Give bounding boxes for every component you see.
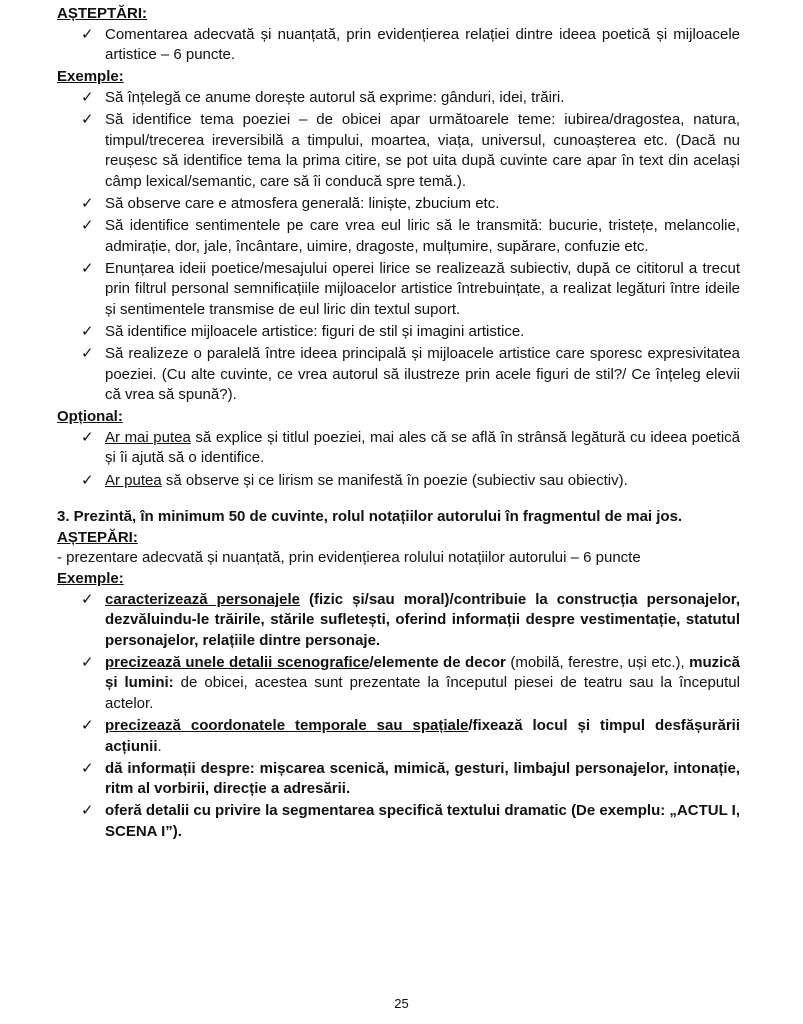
list-item — [81, 25, 740, 66]
list-item — [81, 716, 740, 757]
list-item-text: precizează coordonatele temporale sau spațiale — [105, 717, 469, 735]
checkmark-icon: ✓ — [81, 428, 94, 446]
checkmark-icon: ✓ — [81, 259, 94, 277]
list-item-text: să observe și ce lirism se manifestă în poezie (subiectiv sau obiectiv). — [161, 471, 628, 489]
list-item-text: dă informații despre: mișcarea scenică, mimică, gesturi, limbajul personajelor, intonație, ritm al vorbirii, direcție a adresării. — [105, 759, 740, 798]
optional-heading: Opțional: — [57, 408, 123, 426]
expectation-text-3: - prezentare adecvată și nuanțată, prin evidențierea rolului notațiilor autorului – 6 puncte — [57, 549, 641, 567]
checkmark-icon: ✓ — [81, 216, 94, 234]
checkmark-icon: ✓ — [81, 590, 94, 608]
list-item-text: (fizic și/sau moral)/contribuie la construcția personajelor, dezvăluindu-le trăirile, stările sufletești, oferind informații despre vestimentație, statutul personajelor, relațiile dintre personaje. — [105, 590, 740, 649]
examples-list — [57, 88, 740, 406]
list-item-text: Să înțelegă ce anume dorește autorul să exprime: gânduri, idei, trăiri. — [105, 88, 565, 106]
list-item-text: de obicei, acestea sunt prezentate la începutul piesei de teatru sau la începutul actelor. — [105, 674, 740, 712]
list-item-text: . — [157, 737, 162, 755]
document-page — [57, 4, 740, 844]
list-item-text: Să observe care e atmosfera generală: liniște, zbucium etc. — [105, 194, 500, 212]
checkmark-icon: ✓ — [81, 653, 94, 671]
checkmark-icon: ✓ — [81, 802, 94, 820]
list-item — [81, 471, 740, 492]
list-item — [81, 428, 740, 469]
expectations-list — [57, 25, 740, 66]
list-item — [81, 344, 740, 406]
list-item-text: /fixează locul și timpul desfășurării acțiunii — [105, 717, 740, 755]
list-item-text: oferă detalii cu privire la segmentarea specifică textului dramatic (De exemplu: „ACTUL I, SCENA I”). — [105, 802, 740, 841]
checkmark-icon: ✓ — [81, 717, 94, 735]
list-item-text: Ar mai putea — [105, 428, 191, 446]
checkmark-icon: ✓ — [81, 759, 94, 777]
list-item-text: (mobilă, ferestre, uși etc.), — [505, 653, 690, 671]
expectations-heading-3: AȘTEPĂRI: — [57, 528, 138, 546]
list-item — [81, 110, 740, 192]
list-item-text: Să identifice mijloacele artistice: figuri de stil și imagini artistice. — [105, 322, 525, 340]
examples-heading: Exemple: — [57, 68, 124, 86]
list-item-text: muzică și lumini: — [105, 653, 740, 692]
list-item-text: Să identifice tema poeziei – de obicei apar următoarele teme: iubirea/dragostea, natura, timpul/trecerea ireversibilă a timpului, moartea, viața, universul, cunoașterea etc. (Dacă nu reușesc să identifice tema la prima citire, se pot uita după cuvinte care apar în text din același câmp lexical/semantic, care să îi conducă spre temă.). — [105, 110, 740, 190]
checkmark-icon: ✓ — [81, 25, 94, 43]
list-item — [81, 590, 740, 652]
list-item — [81, 322, 740, 343]
list-item — [81, 759, 740, 800]
checkmark-icon: ✓ — [81, 345, 94, 362]
expectations-heading: AȘTEPTĂRI: — [57, 5, 147, 22]
examples-list-3 — [57, 590, 740, 843]
list-item-text: Ar putea — [105, 471, 162, 489]
page-number: 25 — [394, 996, 409, 1011]
list-item — [81, 88, 740, 109]
checkmark-icon: ✓ — [81, 110, 94, 128]
checkmark-icon: ✓ — [81, 88, 94, 106]
question-3: 3. Prezintă, în minimum 50 de cuvinte, rolul notațiilor autorului în fragmentul de mai jos. — [57, 508, 683, 526]
checkmark-icon: ✓ — [81, 322, 94, 340]
optional-list — [57, 428, 740, 491]
list-item-text: Comentarea adecvată și nuanțată, prin evidențierea relației dintre ideea poetică și mijloacele artistice – 6 puncte. — [105, 25, 740, 64]
list-item-text: Să realizeze o paralelă între ideea principală și mijloacele artistice care sporesc expresivitatea poeziei. (Cu alte cuvinte, ce vrea autorul să ilustreze prin acele figuri de stil?/ Ce înțeleg elevii că vrea să spună?). — [105, 345, 740, 404]
list-item-text: caracterizează personajele — [105, 590, 300, 608]
list-item — [81, 216, 740, 257]
list-item-text: precizează unele detalii scenografice — [105, 653, 370, 671]
list-item-text: Să identifice sentimentele pe care vrea eul liric să le transmită: bucurie, tristețe, melancolie, admirație, dor, jale, încântare, uimire, dragoste, mulțumire, supărare, confuzie etc. — [105, 216, 740, 255]
list-item — [81, 653, 740, 715]
checkmark-icon: ✓ — [81, 471, 94, 489]
list-item — [81, 801, 740, 842]
examples-heading-3: Exemple: — [57, 569, 124, 587]
list-item — [81, 259, 740, 321]
list-item-text: Enunțarea ideii poetice/mesajului operei lirice se realizează subiectiv, după ce cititorul a trecut prin filtrul personal semnificațiile mijloacelor artistice întrebuințate, a realizat legături între ideile și sentimentele transmise de eul liric din textul suport. — [105, 259, 740, 318]
list-item — [81, 194, 740, 215]
list-item-text: să explice și titlul poeziei, mai ales că se află în strânsă legătură cu ideea poetică și îi ajută să o identifice. — [105, 428, 740, 467]
checkmark-icon: ✓ — [81, 194, 94, 212]
list-item-text: /elemente de decor — [369, 653, 506, 671]
